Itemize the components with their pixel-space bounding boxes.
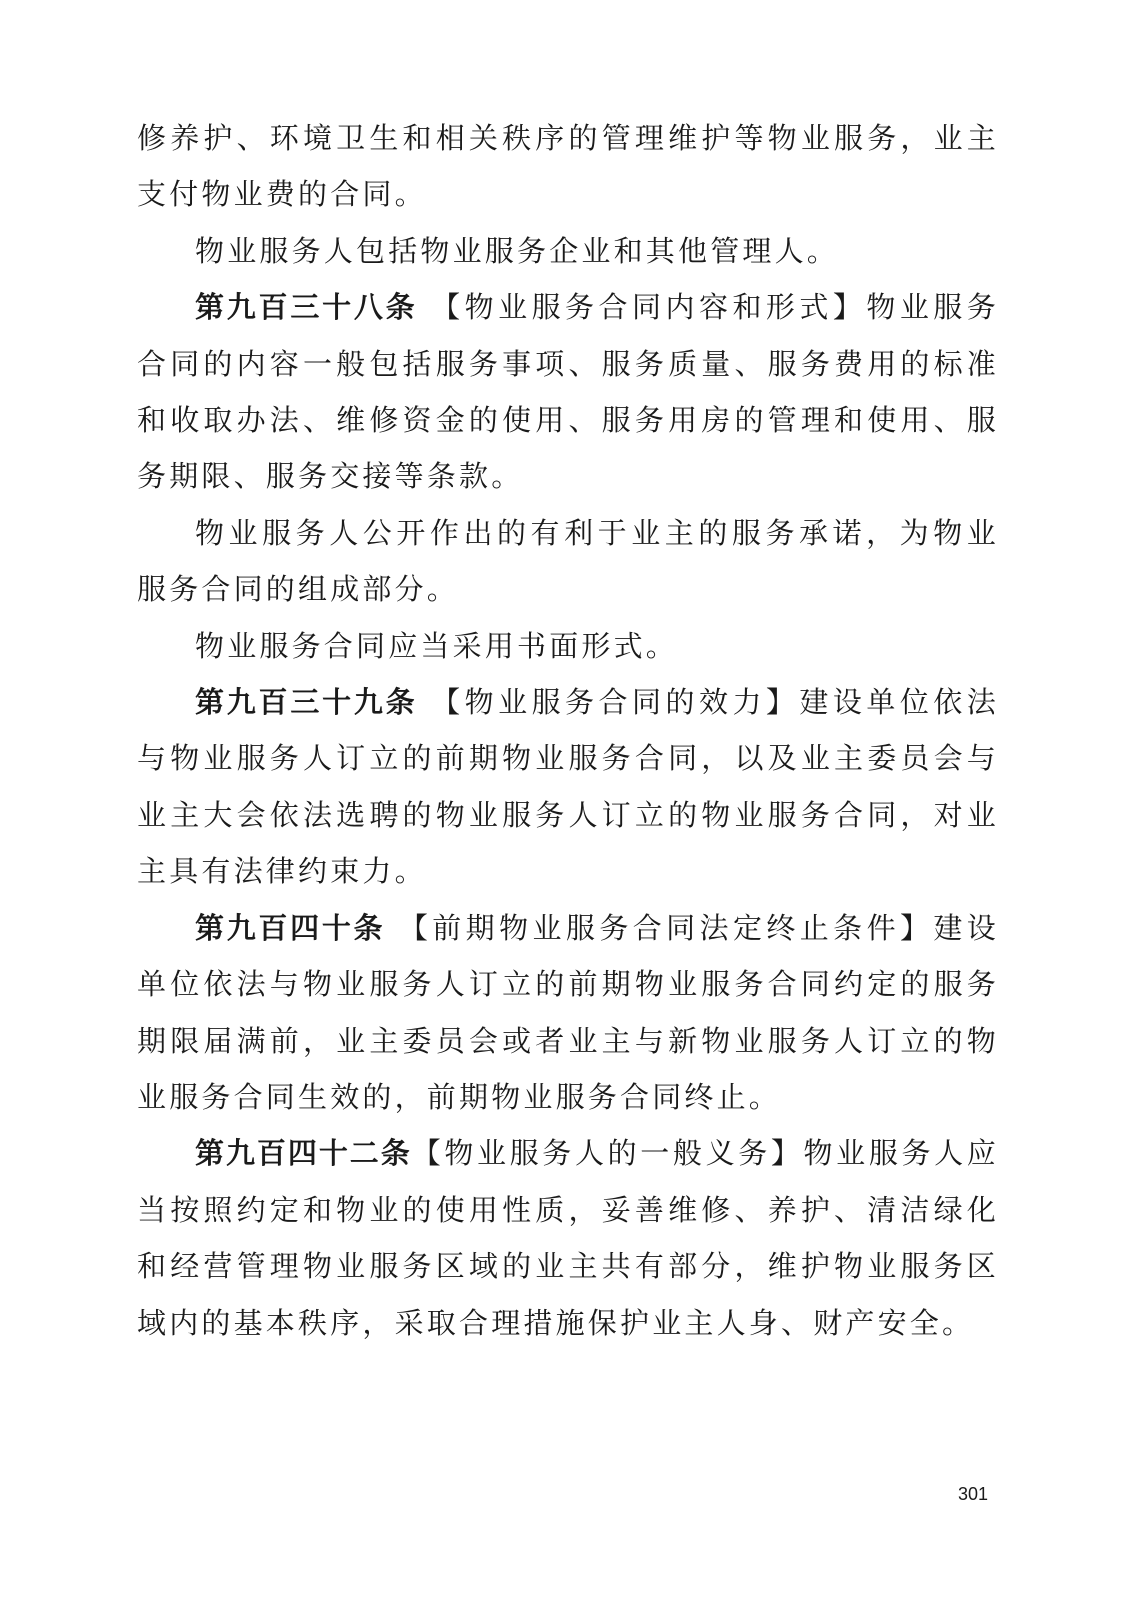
paragraph-2 xyxy=(137,223,999,279)
article-942 xyxy=(137,1125,999,1351)
paragraph-4 xyxy=(137,505,999,618)
article-938 xyxy=(137,279,999,505)
paragraph-text: 【物业服务合同的效力】建设单位依法与物业服务人订立的前期物业服务合同，以及业主委员会与业主大会依法选聘的物业服务人订立的物业服务合同，对业主具有法律约束力。 xyxy=(137,685,999,889)
paragraph-text: 【物业服务合同内容和形式】物业服务合同的内容一般包括服务事项、服务质量、服务费用的标准和收取办法、维修资金的使用、服务用房的管理和使用、服务期限、服务交接等条款。 xyxy=(137,290,999,494)
paragraph-5 xyxy=(137,618,999,674)
article-number: 第九百三十八条 xyxy=(195,290,418,325)
page-body xyxy=(137,110,999,1351)
paragraph-1 xyxy=(137,110,999,223)
article-939 xyxy=(137,674,999,900)
paragraph-text: 物业服务人公开作出的有利于业主的服务承诺，为物业服务合同的组成部分。 xyxy=(137,515,999,607)
paragraph-text: 【前期物业服务合同法定终止条件】建设单位依法与物业服务人订立的前期物业服务合同约定的服务期限届满前，业主委员会或者业主与新物业服务人订立的物业服务合同生效的，前期物业服务合同终止。 xyxy=(137,910,999,1114)
page-number: 301 xyxy=(958,1484,989,1504)
paragraph-text: 修养护、环境卫生和相关秩序的管理维护等物业服务，业主支付物业费的合同。 xyxy=(137,121,999,212)
article-940 xyxy=(137,900,999,1126)
article-number: 第九百四十二条 xyxy=(195,1136,412,1171)
paragraph-text: 物业服务人包括物业服务企业和其他管理人。 xyxy=(195,233,840,268)
article-number: 第九百三十九条 xyxy=(195,685,418,720)
article-number: 第九百四十条 xyxy=(195,910,386,945)
paragraph-text: 【物业服务人的一般义务】物业服务人应当按照约定和物业的使用性质，妥善维修、养护、清洁绿化和经营管理物业服务区域的业主共有部分，维护物业服务区域内的基本秩序，采取合理措施保护业主人身、财产安全。 xyxy=(137,1136,999,1340)
paragraph-text: 物业服务合同应当采用书面形式。 xyxy=(195,628,679,663)
